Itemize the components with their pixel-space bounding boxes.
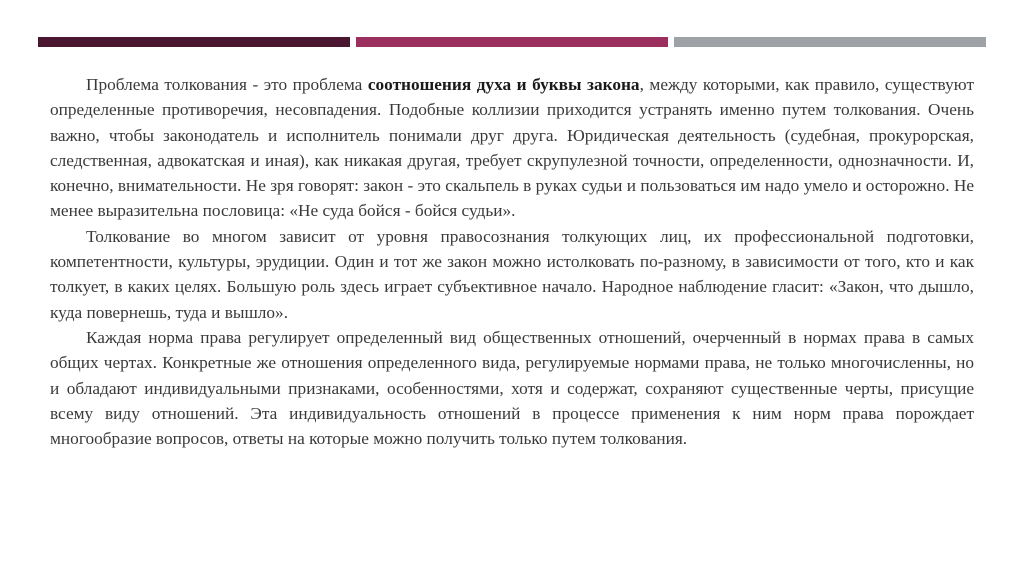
- decor-bar-magenta: [356, 37, 668, 47]
- paragraph-1-emphasis: соотношения духа и буквы закона: [367, 75, 640, 94]
- paragraph-1-rest: , между которыми, как правило, существуют определенные противоречия, несовпадения. Подобные коллизии приходится устранять именно путем толкования. Очень важно, чтобы законодатель и исполнитель понимали друг друга. Юридическая деятельность (судебная, прокурорская, следственная, адвокатская и иная), как никакая другая, требует скрупулезной точности, определенности, однозначности. И, конечно, внимательности. Не зря говорят: закон - это скальпель в руках судьи и пользоваться им надо умело и осторожно. Не менее выразительна пословица: «Не суда бойся - бойся судьи».: [50, 75, 974, 221]
- body-text: [50, 72, 974, 451]
- paragraph-1-lead: Проблема толкования - это проблема: [86, 75, 368, 94]
- paragraph-2: Толкование во многом зависит от уровня правосознания толкующих лиц, их профессиональной подготовки, компетентности, культуры, эрудиции. Один и тот же закон можно истолковать по-разному, в зависимости от того, кто и как толкует, в каких целях. Большую роль здесь играет субъективное начало. Народное наблюдение гласит: «Закон, что дышло, куда повернешь, туда и вышло».: [50, 226, 974, 322]
- decor-bar-gray: [674, 37, 986, 47]
- decor-bar-dark: [38, 37, 350, 47]
- paragraph-3: Каждая норма права регулирует определенный вид общественных отношений, очерченный в нормах права в самых общих чертах. Конкретные же отношения определенного вида, регулируемые нормами права, не только многочисленны, но и обладают индивидуальными признаками, особенностями, хотя и содержат, сохраняют существенные черты, присущие всему виду отношений. Эта индивидуальность отношений в процессе применения к ним норм права порождает многообразие вопросов, ответы на которые можно получить только путем толкования.: [50, 327, 974, 449]
- header-decor-bars: [38, 37, 986, 47]
- paragraph-1: [50, 72, 974, 224]
